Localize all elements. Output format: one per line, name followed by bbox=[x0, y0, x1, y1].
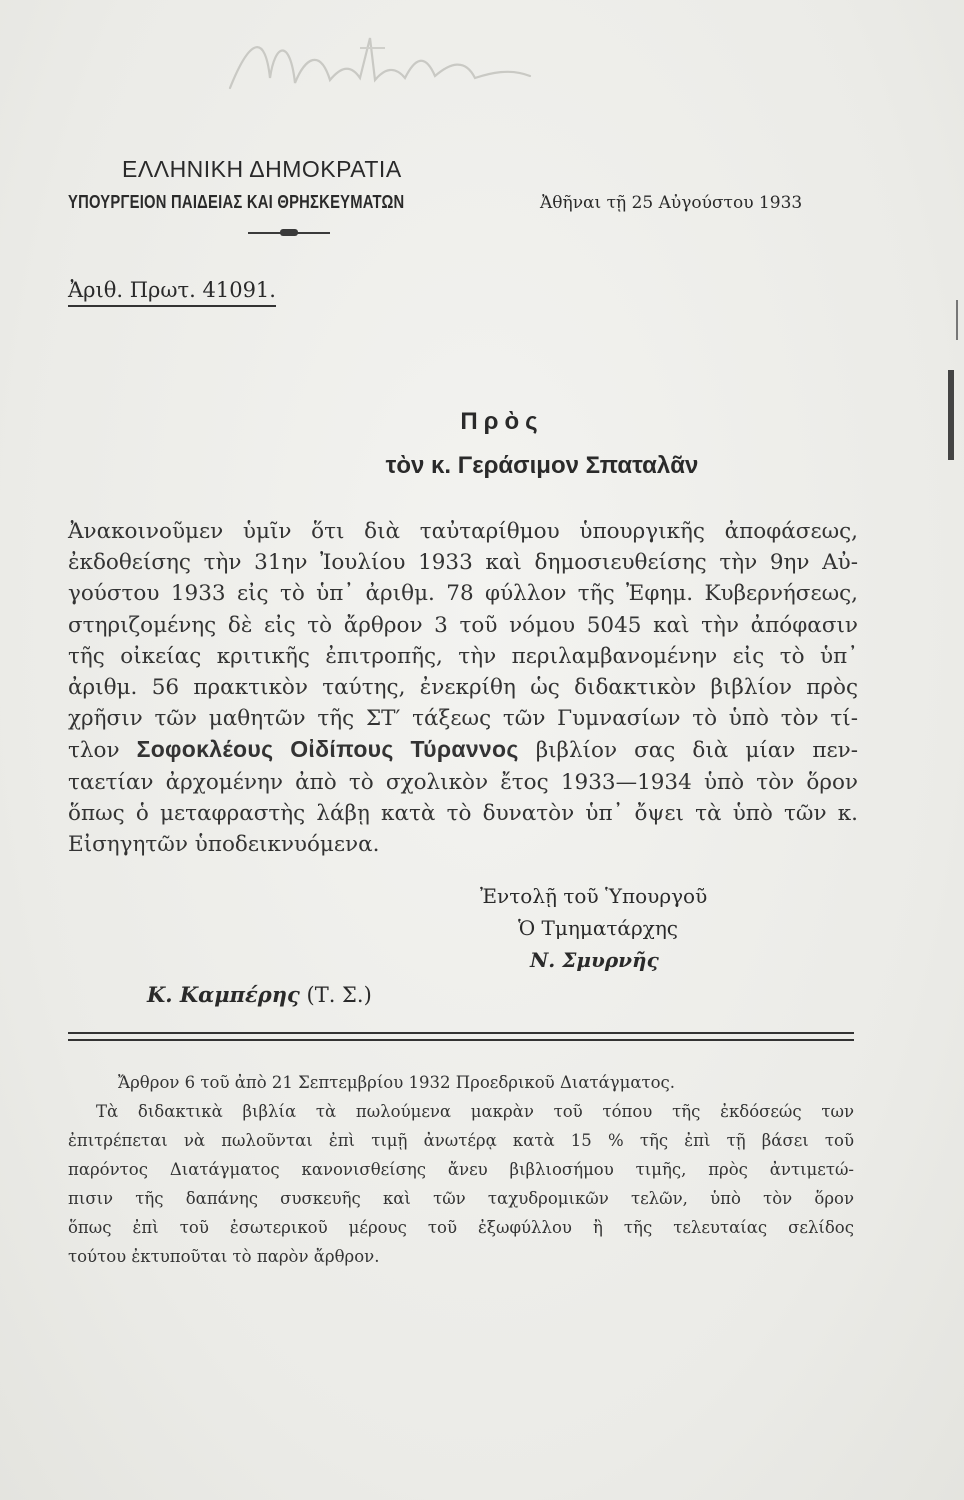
body-line-1: Ἀνακοινοῦμεν ὑμῖν ὅτι διὰ ταὐταρίθμου ὑπουργικῆς ἀποφάσεως, bbox=[68, 519, 858, 544]
body-line-8 bbox=[68, 734, 858, 766]
body-line-3: γούστου 1933 εἰς τὸ ὑπ᾽ ἀριθμ. 78 φύλλον τῆς Ἐφημ. Κυβερνήσεως, bbox=[68, 581, 858, 607]
page-edge-mark bbox=[948, 370, 954, 460]
body-line-9: ταετίαν ἀρχομένην ἀπὸ τὸ σχολικὸν ἔτος 1933—1934 ὑπὸ τὸν ὅρον bbox=[68, 769, 858, 795]
signature-block bbox=[480, 880, 707, 976]
page-edge-mark-small bbox=[956, 300, 958, 340]
footnote-divider-bottom bbox=[68, 1039, 854, 1041]
body-line-8-post: βιβλίον σας διὰ μίαν πεν- bbox=[518, 738, 858, 764]
letter-body bbox=[68, 516, 858, 860]
footnote-line-7: τούτου ἐκτυποῦται τὸ παρὸν ἄρθρον. bbox=[68, 1247, 380, 1266]
footnote-divider-top bbox=[68, 1032, 854, 1034]
body-line-11: Εἰσηγητῶν ὑποδεικνυόμενα. bbox=[68, 832, 380, 858]
body-line-10: ὅπως ὁ μεταφραστὴς λάβῃ κατὰ τὸ δυνατὸν ὑπ᾽ ὄψει τὰ ὑπὸ τῶν κ. bbox=[68, 800, 858, 826]
body-line-8-pre: τλον bbox=[68, 738, 137, 764]
handwritten-signature-mark bbox=[210, 18, 550, 108]
body-line-4: στηριζομένης δὲ εἰς τὸ ἄρθρον 3 τοῦ νόμου 5045 καὶ τὴν ἀπόφασιν bbox=[68, 612, 858, 638]
secondary-signatory-suffix: (Τ. Σ.) bbox=[299, 983, 372, 1007]
book-title: Σοφοκλέους Οἰδίπους Τύραννος bbox=[136, 736, 519, 763]
body-line-7: χρῆσιν τῶν μαθητῶν τῆς ΣΤ′ τάξεως τῶν Γυμνασίων τὸ ὑπὸ τὸν τί- bbox=[68, 706, 858, 732]
signature-title: Ὁ Τμηματάρχης bbox=[518, 916, 678, 940]
footnote-line-5: πισιν τῆς δαπάνης συσκευῆς καὶ τῶν ταχυδρομικῶν τελῶν, ὑπὸ τὸν ὅρον bbox=[68, 1189, 854, 1208]
signatory-name: Ν. Σμυρνῆς bbox=[530, 948, 659, 972]
body-line-5: τῆς οἰκείας κριτικῆς ἐπιτροπῆς, τὴν περιλαμβανομένην εἰς τὸ ὑπ᾽ bbox=[68, 643, 858, 669]
secondary-signatory-name: Κ. Καμπέρης bbox=[147, 982, 300, 1007]
protocol-number: Ἀριθ. Πρωτ. 41091. bbox=[68, 278, 276, 307]
body-line-6: ἀριθμ. 56 πρακτικὸν ταύτης, ἐνεκρίθη ὡς διδακτικὸν βιβλίον πρὸς bbox=[68, 675, 858, 701]
footnote-line-2: Τὰ διδακτικὰ βιβλία τὰ πωλούμενα μακρὰν τοῦ τόπου τῆς ἐκδόσεώς των bbox=[96, 1102, 854, 1121]
body-line-2: ἐκδοθείσης τὴν 31ην Ἰουλίου 1933 καὶ δημοσιευθείσης τὴν 9ην Αὐ- bbox=[68, 550, 858, 576]
header-ministry: ΥΠΟΥΡΓΕΙΟΝ ΠΑΙΔΕΙΑΣ ΚΑΙ ΘΡΗΣΚΕΥΜΑΤΩΝ bbox=[68, 192, 405, 212]
footnote bbox=[68, 1068, 854, 1271]
document-date: Ἀθῆναι τῇ 25 Αὐγούστου 1933 bbox=[540, 193, 803, 213]
addressee-name: τὸν κ. Γεράσιμον Σπαταλᾶν bbox=[385, 452, 699, 479]
footnote-line-1: Ἄρθρον 6 τοῦ ἀπὸ 21 Σεπτεμβρίου 1932 Προεδρικοῦ Διατάγματος. bbox=[118, 1073, 676, 1092]
header-country: ΕΛΛΗΝΙΚΗ ΔΗΜΟΚΡΑΤΙΑ bbox=[122, 156, 402, 182]
header-divider-ornament bbox=[280, 229, 298, 236]
addressee-prefix: Πρὸς bbox=[460, 408, 544, 435]
footnote-line-3: ἐπιτρέπεται νὰ πωλοῦνται ἐπὶ τιμῇ ἀνωτέρᾳ κατὰ 15 % τῆς ἐπὶ τῇ βάσει τοῦ bbox=[68, 1131, 854, 1150]
footnote-line-4: παρόντος Διατάγματος κανονισθείσης ἄνευ βιβλιοσήμου τιμῆς, πρὸς ἀντιμετώ- bbox=[68, 1160, 854, 1179]
footnote-line-6: ὅπως ἐπὶ τοῦ ἐσωτερικοῦ μέρους τοῦ ἐξωφύλλου ἢ τῆς τελευταίας σελίδος bbox=[68, 1218, 854, 1237]
signature-authority: Ἐντολῇ τοῦ Ὑπουργοῦ bbox=[480, 884, 708, 908]
secondary-signature bbox=[147, 982, 372, 1007]
